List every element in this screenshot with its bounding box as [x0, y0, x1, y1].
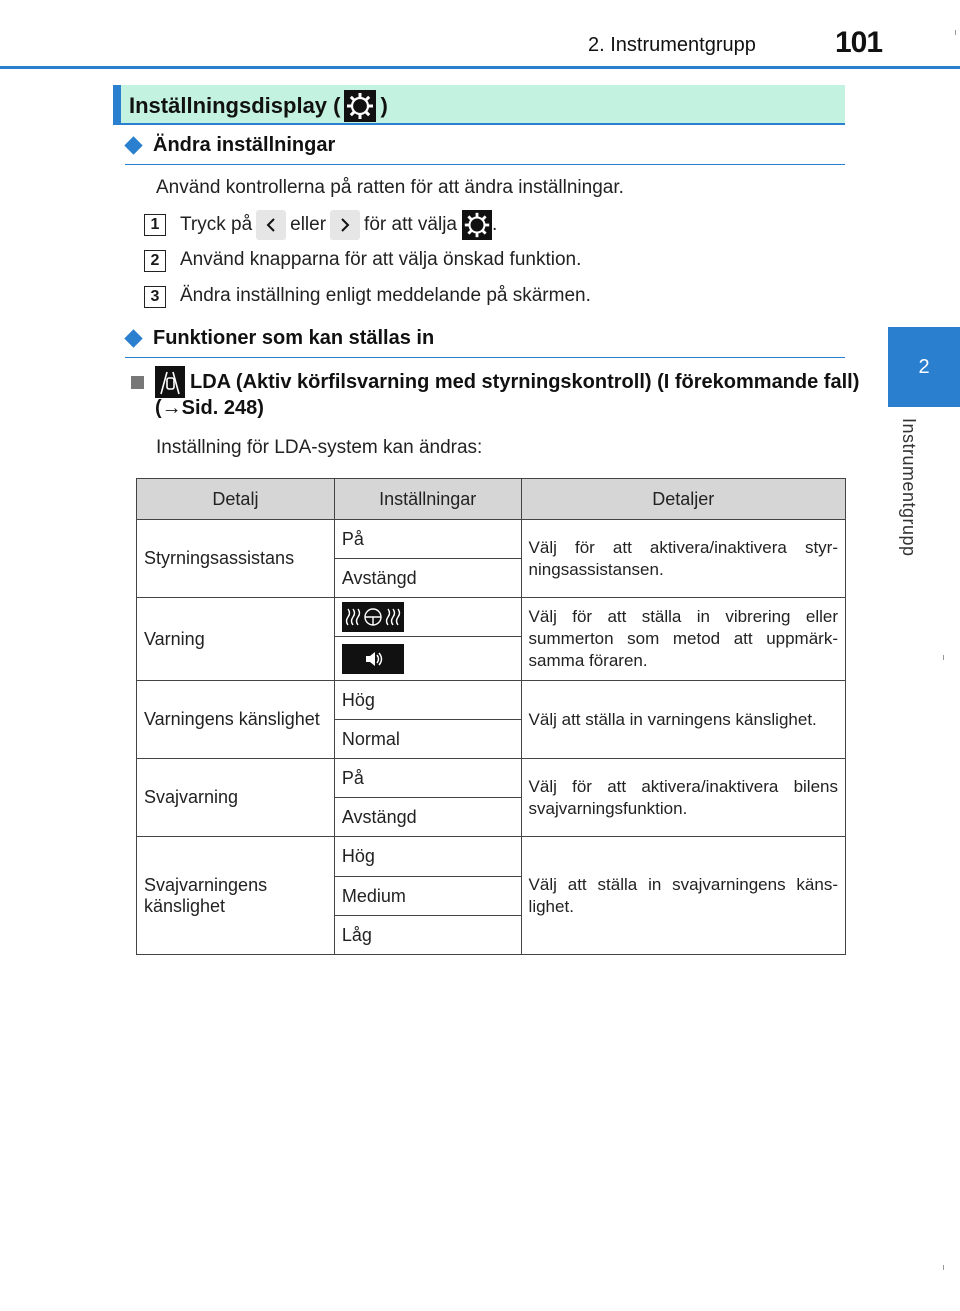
diamond-bullet-icon [124, 136, 142, 154]
table-item-cell: Varningens känslighet [137, 681, 335, 759]
table-item-cell: Styrningsassistans [137, 520, 335, 598]
table-row [137, 759, 846, 798]
crop-mark [943, 1265, 944, 1270]
subheading-functions [125, 327, 434, 350]
table-setting-cell: Avstängd [334, 798, 521, 837]
step-number: 2 [144, 250, 166, 272]
step-1-text [180, 210, 497, 240]
table-setting-cell: Avstängd [334, 559, 521, 598]
buzzer-icon [342, 644, 404, 674]
subheading-rule [125, 357, 845, 358]
table-setting-cell: Hög [334, 681, 521, 720]
section-title-prefix: Inställningsdisplay ( [129, 93, 341, 118]
subheading-text: Ändra inställningar [153, 134, 336, 156]
table-row [137, 681, 846, 720]
subheading-change-settings [125, 134, 335, 157]
table-setting-cell: Hög [334, 837, 521, 877]
table-item-cell: Svajvarningens känslighet [137, 837, 335, 955]
table-setting-cell: På [334, 520, 521, 559]
steering-vibration-icon [342, 602, 404, 632]
chevron-right-icon [330, 210, 360, 240]
lda-title-line1: LDA (Aktiv körfilsvarning med styrningskontroll) (I förekommande fall) [190, 370, 860, 393]
step-1-text-d: . [491, 214, 498, 235]
step-1-text-c: för att välja [364, 214, 457, 235]
table-item-cell: Varning [137, 598, 335, 681]
column-header: Detalj [137, 479, 335, 520]
gear-icon [344, 90, 376, 122]
table-row [137, 837, 846, 877]
column-header: Detaljer [521, 479, 845, 520]
table-setting-cell [334, 637, 521, 681]
section-banner-bar [113, 85, 121, 125]
step-2-text: Använd knapparna för att välja önskad funktion. [180, 249, 582, 270]
header-rule [0, 66, 960, 69]
table-row [137, 598, 846, 637]
subheading-rule [125, 164, 845, 165]
step-number: 3 [144, 286, 166, 308]
subheading-text: Funktioner som kan ställas in [153, 327, 435, 349]
table-detail-cell: Välj för att aktivera/inaktivera bilens svajvarningsfunktion. [521, 759, 845, 837]
lda-page-ref: (→Sid. 248) [155, 397, 264, 419]
table-row [137, 520, 846, 559]
lda-title [155, 366, 859, 398]
table-setting-cell: Medium [334, 877, 521, 916]
step-1-text-a: Tryck på [180, 214, 253, 235]
step-3-text: Ändra inställning enligt meddelande på skärmen. [180, 285, 591, 306]
change-settings-intro: Använd kontrollerna på ratten för att ändra inställningar. [156, 177, 624, 198]
table-detail-cell: Välj för att aktivera/inaktivera styr-ningsassistansen. [521, 520, 845, 598]
lda-settings-table [136, 478, 846, 955]
table-header-row [137, 479, 846, 520]
table-setting-cell: Låg [334, 916, 521, 955]
table-setting-cell: Normal [334, 720, 521, 759]
table-item-cell: Svajvarning [137, 759, 335, 837]
table-detail-cell: Välj för att ställa in vibrering eller summerton som metod att uppmärk-samma föraren. [521, 598, 845, 681]
diamond-bullet-icon [124, 329, 142, 347]
crop-mark [955, 30, 956, 35]
gear-icon [462, 210, 492, 240]
lda-icon [155, 366, 185, 398]
chevron-left-icon [256, 210, 286, 240]
header-title: 2. Instrumentgrupp [588, 34, 756, 56]
section-title-suffix: ) [380, 93, 388, 118]
page-number: 101 [835, 26, 883, 59]
table-detail-cell: Välj att ställa in varningens känslighet. [521, 681, 845, 759]
step-number: 1 [144, 214, 166, 236]
table-detail-cell: Välj att ställa in svajvarningens käns-lighet. [521, 837, 845, 955]
chapter-tab [888, 327, 960, 407]
square-bullet-icon [131, 376, 144, 389]
chapter-label: Instrumentgrupp [899, 418, 919, 557]
crop-mark [943, 655, 944, 660]
lda-intro: Inställning för LDA-system kan ändras: [156, 437, 483, 458]
step-1-text-b: eller [290, 214, 327, 235]
column-header: Inställningar [334, 479, 521, 520]
section-title [129, 90, 388, 122]
chapter-number: 2 [918, 355, 930, 378]
table-setting-cell [334, 598, 521, 637]
table-setting-cell: På [334, 759, 521, 798]
